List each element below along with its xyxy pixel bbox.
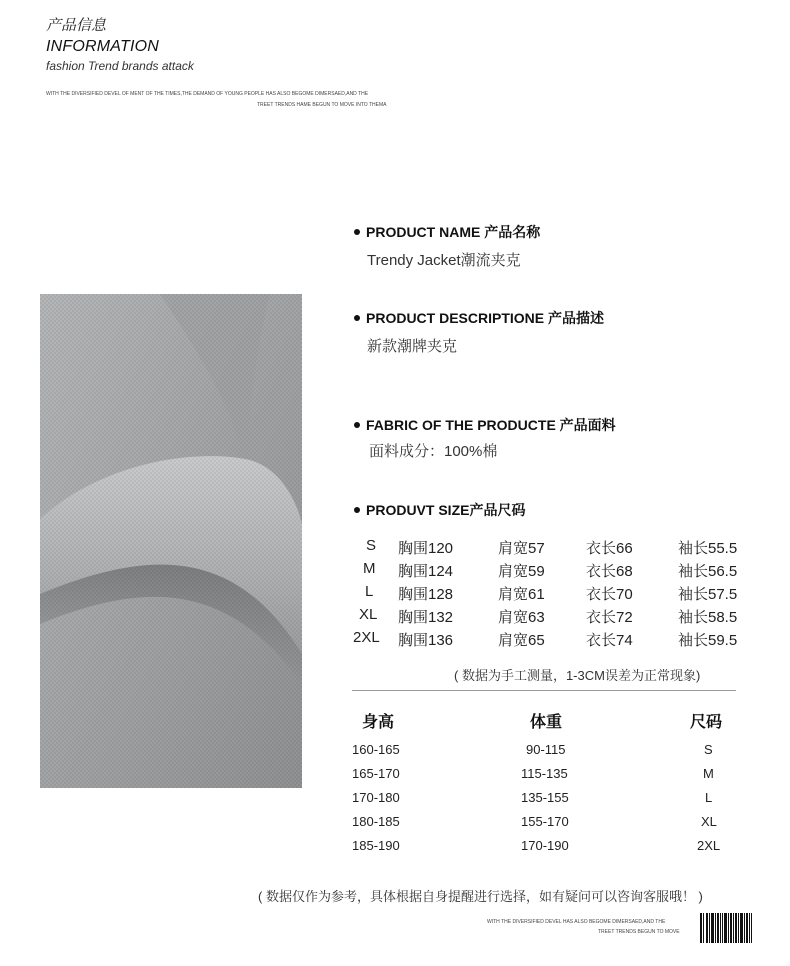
size-chart-row xyxy=(352,583,752,605)
measure-note: ( 数据为手工测量，1-3CM误差为正常现象) xyxy=(454,668,701,683)
section-description-title: PRODUCT DESCRIPTIONE 产品描述 xyxy=(354,308,604,328)
size-cell: M xyxy=(703,766,714,781)
table-row xyxy=(352,814,752,836)
size-chart-row xyxy=(352,606,752,628)
size-cell: L xyxy=(705,790,713,805)
height-cell: 165-170 xyxy=(352,766,400,781)
height-cell: 185-190 xyxy=(352,838,400,853)
table-row xyxy=(352,742,752,764)
size-chart-row xyxy=(352,560,752,582)
section-size-title: PRODUVT SIZE产品尺码 xyxy=(354,500,525,520)
bullet-icon xyxy=(354,315,360,321)
weight-cell: 135-155 xyxy=(521,790,569,805)
header-title-cn: 产品信息 xyxy=(46,17,107,34)
weight-cell: 90-115 xyxy=(526,742,566,757)
size-label: M xyxy=(363,560,376,577)
size-chart-row xyxy=(352,629,752,651)
size-cell: S xyxy=(704,742,713,757)
header-blurb-line2: TREET TRENDS HAME BEGUN TO MOVE INTO THEMA xyxy=(257,102,387,108)
chest-value: 胸围136 xyxy=(398,632,454,649)
product-fabric-value: 面料成分：100%棉 xyxy=(369,443,498,460)
length-value: 衣长72 xyxy=(586,609,633,626)
sleeve-value: 袖长58.5 xyxy=(678,609,738,626)
length-value: 衣长68 xyxy=(586,563,633,580)
table-row xyxy=(352,790,752,812)
header-weight: 体重 xyxy=(530,714,563,731)
bullet-icon xyxy=(354,422,360,428)
chest-value: 胸围128 xyxy=(398,586,454,603)
sleeve-value: 袖长56.5 xyxy=(678,563,738,580)
size-label: S xyxy=(366,537,377,554)
size-cell: 2XL xyxy=(697,838,721,853)
weight-cell: 170-190 xyxy=(521,838,569,853)
length-value: 衣长74 xyxy=(586,632,633,649)
weight-cell: 115-135 xyxy=(521,766,568,781)
footer-blurb-line1: WITH THE DIVERSIFIED DEVEL HAS ALSO BEGOME DIMERSAED,AND THE xyxy=(487,919,666,925)
fabric-swatch-image xyxy=(40,294,302,788)
size-label: L xyxy=(365,583,374,600)
bullet-icon xyxy=(354,507,360,513)
product-name-value: Trendy Jacket潮流夹克 xyxy=(367,252,521,269)
size-label: 2XL xyxy=(353,629,380,646)
barcode-icon xyxy=(700,913,752,943)
sleeve-value: 袖长57.5 xyxy=(678,586,738,603)
divider xyxy=(352,690,736,691)
table-row xyxy=(352,766,752,788)
chest-value: 胸围132 xyxy=(398,609,454,626)
chest-value: 胸围124 xyxy=(398,563,454,580)
bullet-icon xyxy=(354,229,360,235)
header-blurb-line1: WITH THE DIVERSIFIED DEVEL OF MENT OF THE TIMES,THE DEMAND OF YOUNG PEOPLE HAS ALSO BEGOME DIMERSAED,AND THE xyxy=(46,91,369,97)
product-description-value: 新款潮牌夹克 xyxy=(367,338,458,355)
table-row xyxy=(352,838,752,860)
shoulder-value: 肩宽63 xyxy=(498,609,545,626)
size-label: XL xyxy=(359,606,378,623)
chest-value: 胸围120 xyxy=(398,540,454,557)
header-size: 尺码 xyxy=(690,714,723,731)
shoulder-value: 肩宽59 xyxy=(498,563,545,580)
length-value: 衣长70 xyxy=(586,586,633,603)
shoulder-value: 肩宽57 xyxy=(498,540,545,557)
sleeve-value: 袖长55.5 xyxy=(678,540,738,557)
header-subtitle: fashion Trend brands attack xyxy=(46,59,194,73)
height-cell: 160-165 xyxy=(352,742,400,757)
section-fabric-title: FABRIC OF THE PRODUCTE 产品面料 xyxy=(354,415,616,435)
height-cell: 180-185 xyxy=(352,814,400,829)
header-title-en: INFORMATION xyxy=(46,38,160,55)
shoulder-value: 肩宽65 xyxy=(498,632,545,649)
header-height: 身高 xyxy=(362,714,395,731)
shoulder-value: 肩宽61 xyxy=(498,586,545,603)
section-name-title: PRODUCT NAME 产品名称 xyxy=(354,222,540,242)
sleeve-value: 袖长59.5 xyxy=(678,632,738,649)
size-cell: XL xyxy=(701,814,717,829)
weight-cell: 155-170 xyxy=(521,814,569,829)
footer-blurb-line2: TREET TRENDS BEGUN TO MOVE xyxy=(598,929,680,935)
length-value: 衣长66 xyxy=(586,540,633,557)
size-chart-row xyxy=(352,537,752,559)
reference-note: ( 数据仅作为参考，具体根据自身提醒进行选择，如有疑问可以咨询客服哦！ ) xyxy=(258,889,703,904)
height-cell: 170-180 xyxy=(352,790,400,805)
